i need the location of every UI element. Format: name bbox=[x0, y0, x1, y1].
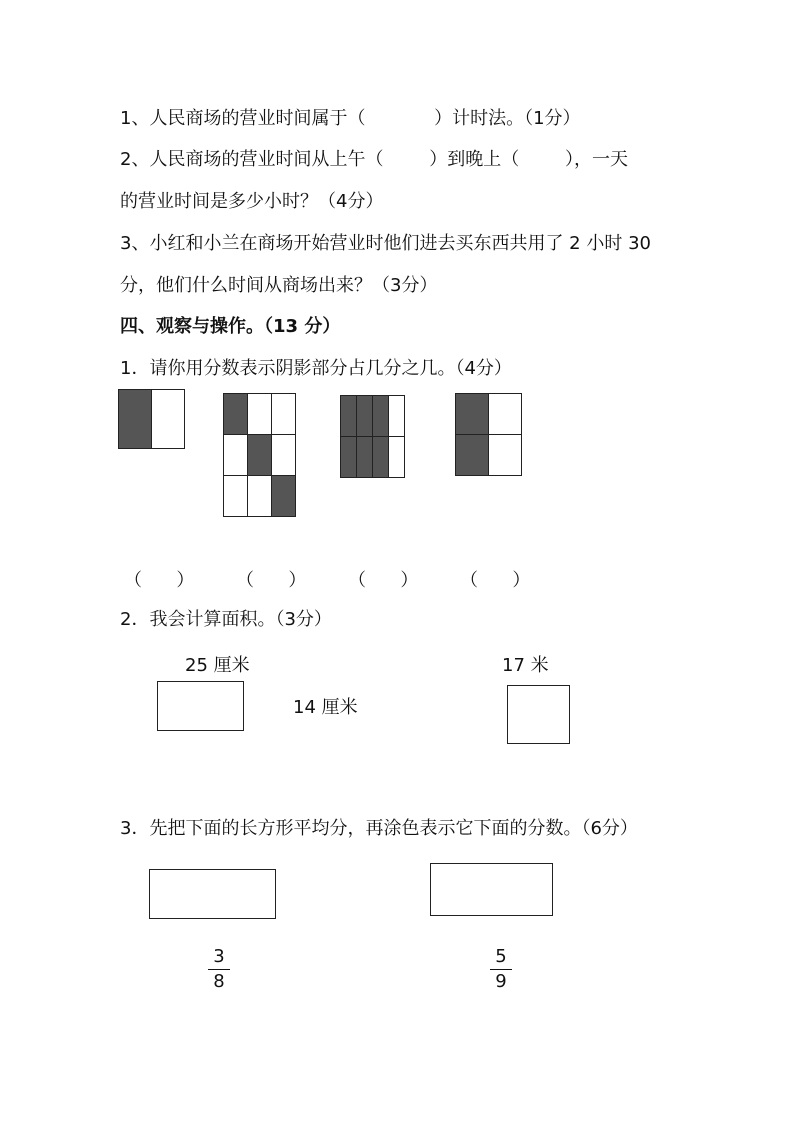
rectangle-to-divide-2[interactable] bbox=[430, 863, 553, 916]
area-square bbox=[507, 685, 570, 744]
figure-cell bbox=[489, 435, 522, 476]
figure-cell bbox=[272, 476, 296, 517]
fraction-figure-4 bbox=[455, 393, 522, 476]
answer-blank-2[interactable]: （ ） bbox=[236, 570, 307, 591]
fraction-numerator: 5 bbox=[495, 946, 507, 967]
fraction-bar bbox=[490, 969, 512, 970]
fraction-numerator: 3 bbox=[213, 946, 225, 967]
figure-cell bbox=[389, 437, 405, 478]
fraction-figure-1 bbox=[118, 389, 185, 449]
figure-cell bbox=[248, 435, 272, 476]
figure-cell bbox=[357, 396, 373, 437]
task-3-prompt: 3．先把下面的长方形平均分，再涂色表示它下面的分数。（6分） bbox=[120, 818, 638, 839]
fraction-figure-2 bbox=[223, 393, 296, 517]
answer-blank-4[interactable]: （ ） bbox=[460, 570, 531, 591]
figure-cell bbox=[224, 476, 248, 517]
fraction-figure-3 bbox=[340, 395, 405, 478]
figure-cell bbox=[357, 437, 373, 478]
rectangle-width-label: 25 厘米 bbox=[185, 655, 250, 676]
answer-blank-1[interactable]: （ ） bbox=[124, 570, 195, 591]
answer-blank-3[interactable]: （ ） bbox=[348, 570, 419, 591]
figure-cell bbox=[341, 396, 357, 437]
figure-cell bbox=[389, 396, 405, 437]
question-3-line-1: 3、小红和小兰在商场开始营业时他们进去买东西共用了 2 小时 30 bbox=[120, 233, 651, 254]
figure-cell bbox=[248, 394, 272, 435]
task-1-prompt: 1．请你用分数表示阴影部分占几分之几。（4分） bbox=[120, 358, 512, 379]
figure-cell bbox=[456, 435, 489, 476]
square-side-label: 17 米 bbox=[502, 655, 549, 676]
figure-cell bbox=[373, 396, 389, 437]
figure-cell bbox=[489, 394, 522, 435]
section-four-heading: 四、观察与操作。（13 分） bbox=[120, 316, 341, 337]
figure-cell bbox=[456, 394, 489, 435]
fraction-denominator: 8 bbox=[213, 971, 225, 992]
question-3-line-2: 分，他们什么时间从商场出来？（3分） bbox=[120, 275, 438, 296]
figure-cell bbox=[341, 437, 357, 478]
rectangle-to-divide-1[interactable] bbox=[149, 869, 276, 919]
area-rectangle bbox=[157, 681, 244, 731]
figure-cell bbox=[119, 390, 152, 449]
fraction-three-eighths bbox=[208, 946, 230, 993]
figure-cell bbox=[272, 394, 296, 435]
rectangle-height-label: 14 厘米 bbox=[293, 697, 358, 718]
figure-cell bbox=[152, 390, 185, 449]
fraction-denominator: 9 bbox=[495, 971, 507, 992]
figure-cell bbox=[272, 435, 296, 476]
figure-cell bbox=[224, 394, 248, 435]
task-2-prompt: 2．我会计算面积。（3分） bbox=[120, 609, 332, 630]
figure-cell bbox=[248, 476, 272, 517]
figure-cell bbox=[224, 435, 248, 476]
figure-cell bbox=[373, 437, 389, 478]
question-1: 1、人民商场的营业时间属于（ ）计时法。（1分） bbox=[120, 108, 581, 129]
fraction-five-ninths bbox=[490, 946, 512, 993]
question-2-line-2: 的营业时间是多少小时？（4分） bbox=[120, 191, 384, 212]
fraction-bar bbox=[208, 969, 230, 970]
question-2-line-1: 2、人民商场的营业时间从上午（ ）到晚上（ ），一天 bbox=[120, 149, 628, 170]
